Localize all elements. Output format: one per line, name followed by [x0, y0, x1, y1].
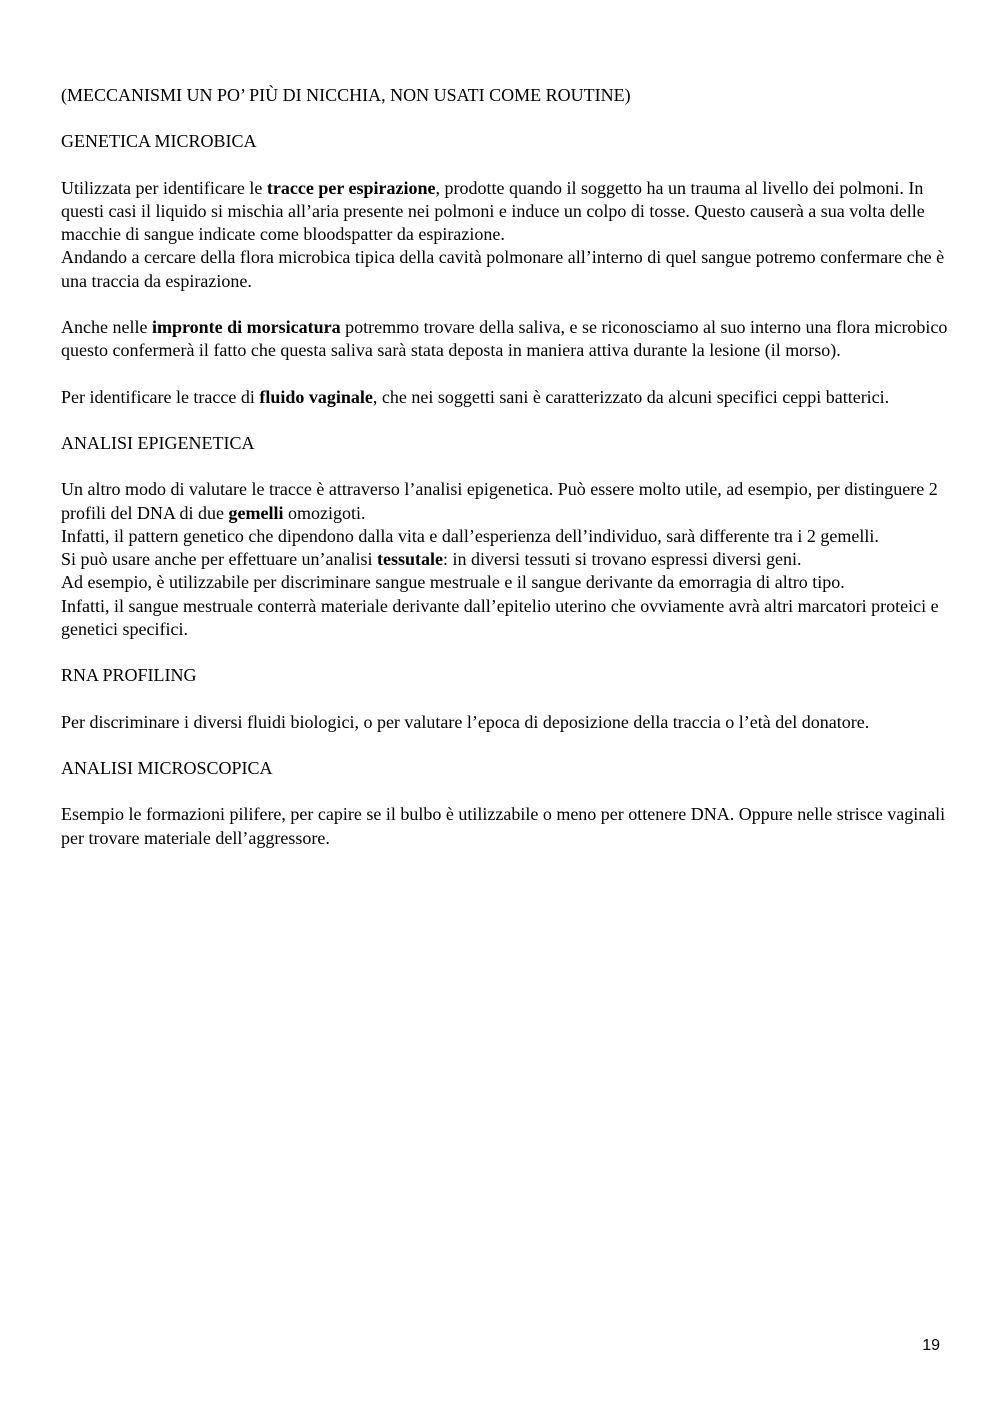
- paragraph-fluido-vaginale: [61, 386, 951, 409]
- intro-heading: (MECCANISMI UN PO’ PIÙ DI NICCHIA, NON USATI COME ROUTINE): [61, 85, 631, 105]
- text-run: Utilizzata per identificare le: [61, 177, 267, 198]
- page-number: 19: [922, 1337, 940, 1354]
- text-run: potremmo trovare della saliva, e se riconosciamo al suo interno una flora microbico questo confermerà il fatto che questa saliva sarà stata deposta in maniera attiva durante la lesione (il morso).: [61, 317, 948, 361]
- paragraph-tracce-espirazione: [61, 177, 951, 293]
- text-run: Per identificare le tracce di: [61, 386, 260, 407]
- paragraph-line: Infatti, il sangue mestruale conterrà materiale derivante dall’epitelio uterino che ovviamente avrà altri marcatori proteici e genetici specifici.: [61, 595, 939, 640]
- paragraph-line: Infatti, il pattern genetico che dipendono dalla vita e dall’esperienza dell’individuo, sarà differente tra i 2 gemelli.: [61, 525, 879, 546]
- text-run: , prodotte quando il soggetto ha un trauma al livello dei polmoni. In questi casi il liquido si mischia all’aria presente nei polmoni e induce un colpo di tosse. Questo causerà a sua volta delle macchie di sangue indicate come bloodspatter da espirazione.: [61, 177, 925, 245]
- section-title-analisi-microscopica: ANALISI MICROSCOPICA: [61, 757, 273, 778]
- bold-term: gemelli: [228, 502, 284, 523]
- bold-term: tessutale: [377, 549, 444, 570]
- paragraph-line: [61, 478, 951, 525]
- text-run: : in diversi tessuti si trovano espressi diversi geni.: [443, 549, 802, 570]
- paragraph-analisi-microscopica: Esempio le formazioni pilifere, per capire se il bulbo è utilizzabile o meno per ottenere DNA. Oppure nelle strisce vaginali per trovare materiale dell’aggressore.: [61, 804, 946, 848]
- paragraph-line: [61, 548, 951, 571]
- bold-term: tracce per espirazione: [266, 177, 436, 198]
- text-run: , che nei soggetti sani è caratterizzato da alcuni specifici ceppi batterici.: [372, 386, 890, 407]
- bold-term: fluido vaginale: [259, 386, 373, 407]
- paragraph-epigenetica: [61, 478, 951, 641]
- section-title-genetica-microbica: GENETICA MICROBICA: [61, 131, 257, 152]
- document-page: [61, 84, 951, 873]
- section-title-rna-profiling: RNA PROFILING: [61, 665, 197, 686]
- paragraph-rna-profiling: Per discriminare i diversi fluidi biologici, o per valutare l’epoca di deposizione della traccia o l’età del donatore.: [61, 711, 870, 732]
- paragraph-line: [61, 177, 951, 247]
- paragraph-line: Andando a cercare della flora microbica tipica della cavità polmonare all’interno di quel sangue potremo confermare che è una traccia da espirazione.: [61, 247, 945, 291]
- text-run: omozigoti.: [283, 502, 366, 523]
- paragraph-line: Ad esempio, è utilizzabile per discriminare sangue mestruale e il sangue derivante da emorragia di altro tipo.: [61, 572, 845, 593]
- text-run: Si può usare anche per effettuare un’analisi: [61, 549, 378, 570]
- text-run: Anche nelle: [61, 317, 152, 338]
- bold-term: impronte di morsicatura: [151, 317, 341, 338]
- paragraph-morsicatura: [61, 316, 951, 363]
- text-run: Un altro modo di valutare le tracce è attraverso l’analisi epigenetica. Può essere molto utile, ad esempio, per distinguere 2 profili del DNA di due: [61, 479, 938, 523]
- section-title-analisi-epigenetica: ANALISI EPIGENETICA: [61, 432, 255, 453]
